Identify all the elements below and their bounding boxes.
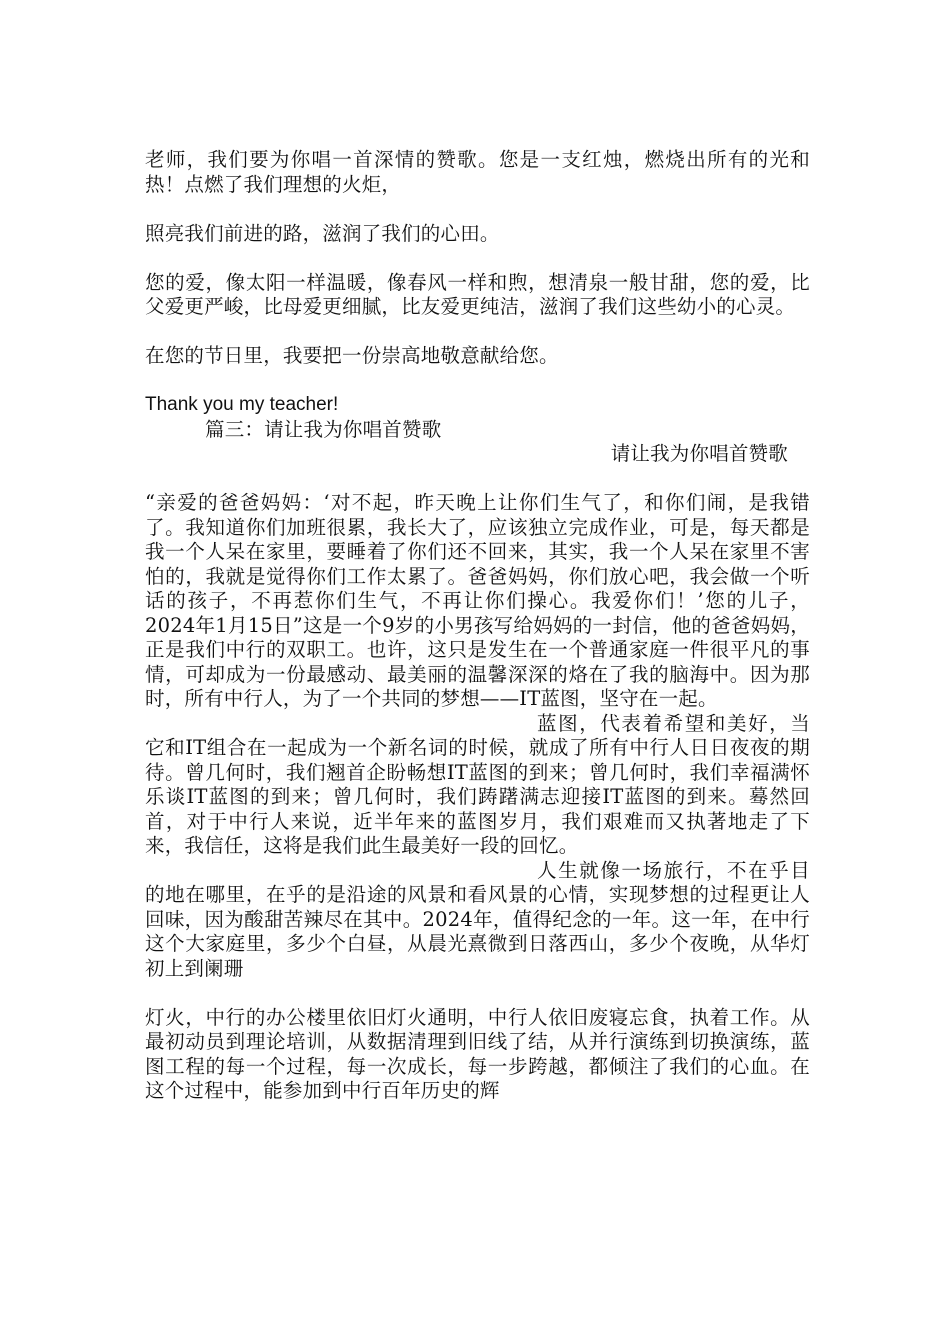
document-page	[145, 148, 810, 1104]
paragraph-lights: 灯火，中行的办公楼里依旧灯火通明，中行人依旧废寝忘食，执着工作。从最初动员到理论培训，从数据清理到旧线了结，从并行演练到切换演练，蓝图工程的每一个过程，每一次成长，每一步跨越，都倾注了我们的心血。在这个过程中，能参加到中行百年历史的辉	[145, 1005, 810, 1102]
article-title: 请让我为你唱首赞歌	[610, 442, 788, 465]
paragraph-teacher-song: 老师，我们要为你唱一首深情的赞歌。您是一支红烛，燃烧出所有的光和热！点燃了我们理想的火炬，	[145, 148, 810, 196]
paragraph-your-love: 您的爱，像太阳一样温暖，像春风一样和煦，想清泉一般甘甜，您的爱，比父爱更严峻，比母爱更细腻，比友爱更纯洁，滋润了我们这些幼小的心灵。	[145, 270, 810, 318]
paragraph-light-path: 照亮我们前进的路，滋润了我们的心田。	[145, 221, 500, 245]
paragraph-thank-you: Thank you my teacher!	[145, 394, 339, 415]
paragraph-letter: “亲爱的爸爸妈妈：‘对不起，昨天晚上让你们生气了，和你们闹，是我错了。我知道你们加班很累，我长大了，应该独立完成作业，可是，每天都是我一个人呆在家里，要睡着了你们还不回来，其实，我一个人呆在家里不害怕的，我就是觉得你们工作太累了。爸爸妈妈，你们放心吧，我会做一个听话的孩子，不再惹你们生气，不再让你们操心。我爱你们！’您的儿子，2024年1月15日”这是一个9岁的小男孩写给妈妈的一封信，他的爸爸妈妈，正是我们中行的双职工。也许，这只是发生在一个普通家庭一件很平凡的事情，可却成为一份最感动、最美丽的温馨深深的烙在了我的脑海中。因为那时，所有中行人，为了一个共同的梦想——IT蓝图，坚守在一起。	[145, 491, 810, 710]
paragraph-festival: 在您的节日里，我要把一份崇高地敬意献给您。	[145, 344, 559, 367]
section-heading: 篇三：请让我为你唱首赞歌	[205, 417, 442, 441]
paragraph-blueprint: 蓝图，代表着希望和美好，当它和IT组合在一起成为一个新名词的时候，就成了所有中行人日日夜夜的期待。曾几何时，我们翘首企盼畅想IT蓝图的到来；曾几何时，我们幸福满怀乐谈IT蓝图的到来；曾几何时，我们踌躇满志迎接IT蓝图的到来。蓦然回首，对于中行人来说，近半年来的蓝图岁月，我们艰难而又执著地走了下来，我信任，这将是我们此生最美好一段的回忆。	[145, 711, 810, 857]
paragraph-journey: 人生就像一场旅行，不在乎目的地在哪里，在乎的是沿途的风景和看风景的心情，实现梦想的过程更让人回味，因为酸甜苦辣尽在其中。2024年，值得纪念的一年。这一年，在中行这个大家庭里，多少个白昼，从晨光熹微到日落西山，多少个夜晚，从华灯初上到阑珊	[145, 858, 810, 980]
